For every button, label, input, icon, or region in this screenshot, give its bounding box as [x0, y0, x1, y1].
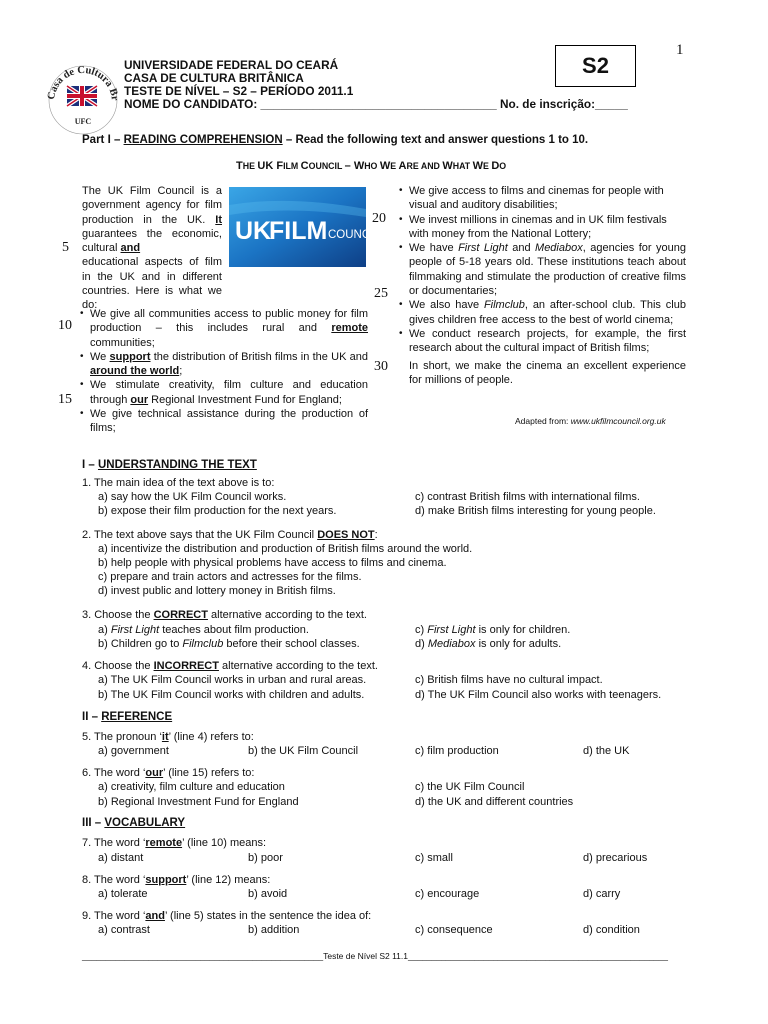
q8-option-a[interactable]: a) tolerate — [98, 888, 148, 900]
q2-option-d[interactable]: d) invest public and lottery money in British films. — [98, 585, 336, 597]
list-item: • We support the distribution of British films in the UK and around the world; — [80, 350, 368, 378]
question-4: 4. Choose the INCORRECT alternative according to the text. — [82, 660, 378, 672]
q9-option-b[interactable]: b) addition — [248, 924, 300, 936]
section-vocabulary: III – VOCABULARY — [82, 817, 186, 829]
part-instructions: Part I – READING COMPREHENSION – Read the following text and answer questions 1 to 10. — [82, 134, 589, 146]
q7-option-b[interactable]: b) poor — [248, 852, 283, 864]
q4-option-d[interactable]: d) The UK Film Council also works with teenagers. — [415, 689, 662, 701]
part-heading: READING COMPREHENSION — [123, 134, 283, 146]
q1-option-d[interactable]: d) make British films interesting for young people. — [415, 505, 656, 517]
level-code-box: S2 — [555, 45, 636, 87]
source-url: www.ukfilmcouncil.org.uk — [570, 416, 666, 426]
list-item: • We give all communities access to public money for film production – this includes rural and remote communities; — [80, 308, 368, 349]
q3-option-a[interactable]: a) First Light teaches about film production. — [98, 624, 309, 636]
question-6: 6. The word ‘our’ (line 15) refers to: — [82, 767, 255, 779]
q4-option-a[interactable]: a) The UK Film Council works in urban and rural areas. — [98, 674, 367, 686]
svg-text:COUNCIL: COUNCIL — [328, 229, 380, 241]
q5-option-d[interactable]: d) the UK — [583, 745, 630, 757]
q9-option-a[interactable]: a) contrast — [98, 924, 150, 936]
candidate-name-line: NOME DO CANDIDATO: ____________________________________ No. de inscrição:_____ — [124, 97, 628, 111]
section-reference: II – REFERENCE — [82, 711, 173, 723]
page-footer: ___________________________________________________Teste de Nível S2 11.1_______________________________________________________ — [82, 951, 668, 961]
q8-option-b[interactable]: b) avoid — [248, 888, 288, 900]
svg-text:FILM: FILM — [269, 217, 328, 245]
q2-option-c[interactable]: c) prepare and train actors and actresses for the films. — [98, 571, 362, 583]
q1-option-a[interactable]: a) say how the UK Film Council works. — [98, 491, 287, 503]
question-8: 8. The word ‘support’ (line 12) means: — [82, 874, 271, 886]
institution-header — [124, 59, 628, 111]
line-number-20: 20 — [372, 211, 386, 226]
question-3: 3. Choose the CORRECT alternative according to the text. — [82, 609, 367, 621]
q8-option-d[interactable]: d) carry — [583, 888, 621, 900]
q3-option-b[interactable]: b) Children go to Filmclub before their school classes. — [98, 638, 360, 650]
line-number-10: 10 — [58, 318, 72, 333]
svg-text:Casa de Cultura Britânica: Casa de Cultura Br — [45, 64, 121, 102]
school-name: CASA DE CULTURA BRITÂNICA — [124, 71, 304, 85]
line-number-30: 30 — [374, 359, 388, 374]
left-bullet-list — [80, 307, 368, 436]
q5-option-c[interactable]: c) film production — [415, 745, 499, 757]
right-bullet-list — [399, 184, 686, 387]
q2-option-a[interactable]: a) incentivize the distribution and production of British films around the world. — [98, 543, 473, 555]
q2-option-b[interactable]: b) help people with physical problems have access to films and cinema. — [98, 557, 447, 569]
list-item: • We give technical assistance during the production of films; — [80, 408, 368, 435]
question-2: 2. The text above says that the UK Film Council DOES NOT: — [82, 529, 378, 541]
list-item: • We have First Light and Mediabox, agencies for young people of 5-18 years old. These institutions teach about filmmaking and stimulate the production of creative films or documentaries; — [399, 242, 686, 298]
q9-option-d[interactable]: d) condition — [583, 924, 640, 936]
list-item: • We conduct research projects, for example, the first research about the cultural impact of British films; — [399, 327, 686, 355]
question-7: 7. The word ‘remote’ (line 10) means: — [82, 837, 267, 849]
university-name: UNIVERSIDADE FEDERAL DO CEARÁ — [124, 58, 339, 72]
q7-option-d[interactable]: d) precarious — [583, 852, 648, 864]
question-1: 1. The main idea of the text above is to: — [82, 477, 275, 489]
line-number-15: 15 — [58, 392, 72, 407]
question-9: 9. The word ‘and’ (line 5) states in the sentence the idea of: — [82, 910, 372, 922]
section-understanding: I – UNDERSTANDING THE TEXT — [82, 459, 257, 471]
q7-option-c[interactable]: c) small — [415, 852, 453, 864]
question-5: 5. The pronoun ‘it’ (line 4) refers to: — [82, 731, 254, 743]
text-title: THE UK FILM COUNCIL – WHO WE ARE AND WHAT WE DO — [236, 160, 507, 172]
list-item: • We stimulate creativity, film culture and education through our Regional Investment Fund for England; — [80, 379, 368, 406]
q6-option-c[interactable]: c) the UK Film Council — [415, 781, 525, 793]
closing-sentence: In short, we make the cinema an excellent experience for millions of people. — [409, 359, 686, 386]
casa-cultura-logo — [44, 58, 122, 136]
q8-option-c[interactable]: c) encourage — [415, 888, 480, 900]
test-name: TESTE DE NÍVEL – S2 – PERÍODO 2011.1 — [124, 84, 354, 98]
q3-option-c[interactable]: c) First Light is only for children. — [415, 624, 571, 636]
intro-paragraph: The UK Film Council is a government agency for film production in the UK. It guarantees the economic, cultural and educational aspects of film in the UK and in different countries. Here is what we do: — [82, 185, 223, 312]
list-item: • We invest millions in cinemas and in UK film festivals with money from the National Lottery; — [399, 213, 667, 240]
q9-option-c[interactable]: c) consequence — [415, 924, 493, 936]
q7-option-a[interactable]: a) distant — [98, 852, 144, 864]
list-item: • We give access to films and cinemas for people with visual and auditory disabilities; — [399, 185, 664, 212]
svg-text:UK: UK — [235, 217, 272, 245]
page-number: 1 — [676, 42, 684, 58]
q4-option-c[interactable]: c) British films have no cultural impact. — [415, 674, 603, 686]
q5-option-b[interactable]: b) the UK Film Council — [248, 745, 359, 757]
q1-option-c[interactable]: c) contrast British films with international films. — [415, 491, 640, 503]
source-credit: Adapted from: www.ukfilmcouncil.org.uk — [515, 416, 666, 426]
q3-option-d[interactable]: d) Mediabox is only for adults. — [415, 638, 562, 650]
q5-option-a[interactable]: a) government — [98, 745, 169, 757]
q6-option-a[interactable]: a) creativity, film culture and education — [98, 781, 285, 793]
svg-text:UFC: UFC — [74, 117, 92, 126]
q4-option-b[interactable]: b) The UK Film Council works with children and adults. — [98, 689, 365, 701]
q6-option-b[interactable]: b) Regional Investment Fund for England — [98, 796, 299, 808]
line-number-5: 5 — [62, 240, 69, 255]
q6-option-d[interactable]: d) the UK and different countries — [415, 796, 574, 808]
q1-option-b[interactable]: b) expose their film production for the next years. — [98, 505, 337, 517]
line-number-25: 25 — [374, 286, 388, 301]
list-item: • We also have Filmclub, an after-school club. This club gives children free access to the best of world cinema; — [399, 299, 686, 326]
